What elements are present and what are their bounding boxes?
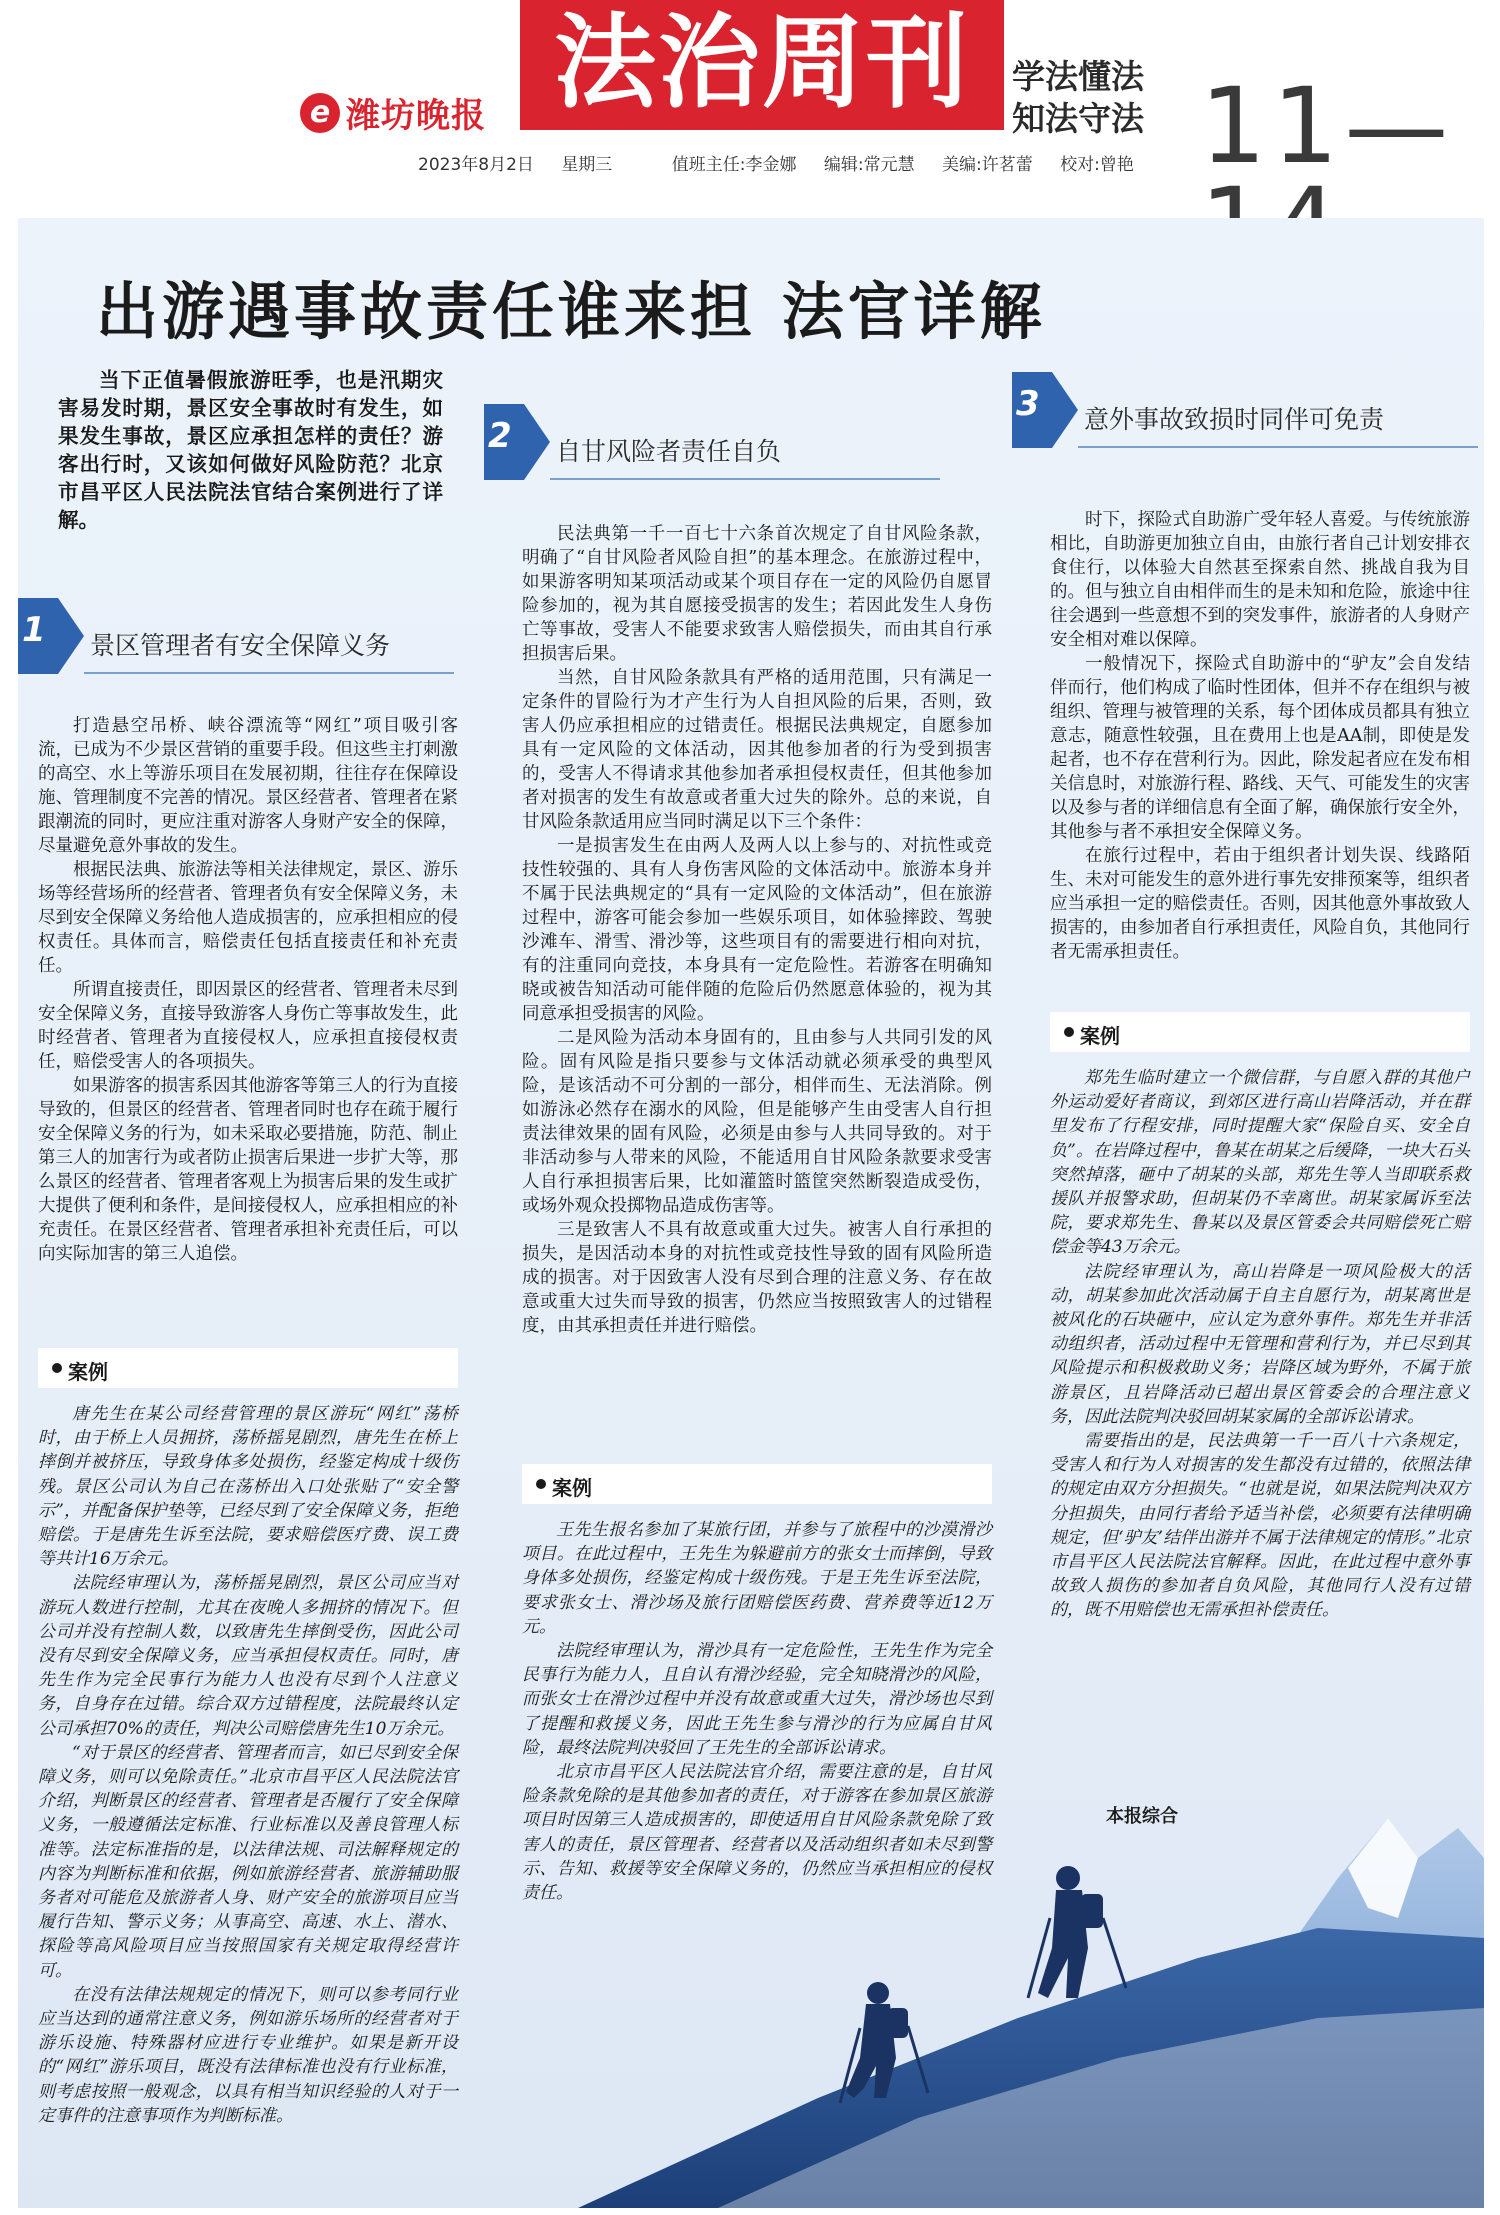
section-1-paragraph: 所谓直接责任，即因景区的经营者、管理者未尽到安全保障义务，直接导致游客人身伤亡等事故发生，此时经营者、管理者为直接侵权人，应承担直接侵权责任，赔偿受害人的各项损失。 xyxy=(38,980,458,1072)
section-2-paragraph: 民法典第一千一百七十六条首次规定了自甘风险条款，明确了“自甘风险者风险自担”的基本理念。在旅游过程中，如果游客明知某项活动或某个项目存在一定的风险仍自愿冒险参加的，视为其自愿接受损害的发生；若因此发生人身伤亡等事故，受害人不能要求致害人赔偿损失，而由其自行承担损害后果。 xyxy=(522,524,992,664)
section-2-title: 自甘风险者责任自负 xyxy=(556,437,782,466)
article-area xyxy=(18,218,1484,2208)
newspaper-logo-icon: e xyxy=(300,93,340,133)
dateline xyxy=(418,150,1156,175)
section-3-paragraph: 时下，探险式自助游广受年轻人喜爱。与传统旅游相比，自助游更加独立自由，由旅行者自己计划安排衣食住行，以体验大自然甚至探索自然、挑战自我为目的。但与独立自由相伴而生的是未知和危险，旅途中往往会遇到一些意想不到的突发事件，旅游者的人身财产安全相对难以保障。 xyxy=(1050,510,1470,650)
section-1-body xyxy=(38,714,458,1266)
section-3-header xyxy=(1012,372,1484,448)
case-label: 案例 xyxy=(68,1360,108,1384)
section-2-paragraph: 三是致害人不具有故意或重大过失。被害人自行承担的损失，是因活动本身的对抗性或竞技性导致的固有风险所造成的损害。对于因致害人没有尽到合理的注意义务、存在故意或重大过失而导致的损害，仍然应当按照致害人的过错程度，由其承担责任并进行赔偿。 xyxy=(522,1220,992,1336)
art-editor: 美编:许茗蕾 xyxy=(942,155,1033,175)
section-2-case-body xyxy=(522,1518,992,1905)
section-1-case-header xyxy=(38,1348,458,1388)
section-3-paragraph: 在旅行过程中，若由于组织者计划失误、线路陌生、未对可能发生的意外进行事先安排预案等，组织者应当承担一定的赔偿责任。否则，因其他意外事故致人损害的，由参加者自行承担责任，风险自负，其他同行者无需承担责任。 xyxy=(1050,846,1470,962)
slogan-line-2: 知法守法 xyxy=(1012,99,1144,138)
editor: 编辑:常元慧 xyxy=(823,155,915,175)
case-paragraph: 法院经审理认为，荡桥摇晃剧烈，景区公司应当对游玩人数进行控制，尤其在夜晚人多拥挤的情况下。但公司并没有控制人数，以致唐先生摔倒受伤，因此公司没有尽到安全保障义务，应当承担侵权责任。同时，唐先生作为完全民事行为能力人也没有尽到个人注意义务，自身存在过错。综合双方过错程度，法院最终认定公司承担70%的责任，判决公司赔偿唐先生10万余元。 xyxy=(38,1573,458,1739)
case-paragraph: 唐先生在某公司经营管理的景区游玩“网红”荡桥时，由于桥上人员拥挤，荡桥摇晃剧烈，唐先生在桥上摔倒并被挤压，导致身体多处损伤，经鉴定构成十级伤残。景区公司认为自己在荡桥出入口处张贴了“安全警示”，并配备保护垫等，已经尽到了安全保障义务，拒绝赔偿。于是唐先生诉至法院，要求赔偿医疗费、误工费等共计16万余元。 xyxy=(38,1404,458,1570)
section-3-case-body xyxy=(1050,1066,1470,1623)
editor-on-duty: 值班主任:李金娜 xyxy=(671,155,797,175)
section-1-number: 1 xyxy=(22,610,46,650)
supplement-title: 法治周刊 xyxy=(554,4,970,123)
case-paragraph: “对于景区的经营者、管理者而言，如已尽到安全保障义务，则可以免除责任。”北京市昌平区人民法院法官介绍，判断景区的经营者、管理者是否履行了安全保障义务，一般遵循法定标准、行业标准以及善良管理人标准等。法定标准指的是，以法律法规、司法解释规定的内容为判断标准和依据，例如旅游经营者、旅游辅助服务者对可能危及旅游者人身、财产安全的旅游项目应当履行告知、警示义务；从事高空、高速、水上、潜水、探险等高风险项目应当按照国家有关规定取得经营许可。 xyxy=(38,1742,458,1981)
bullet-icon xyxy=(52,1363,62,1373)
case-paragraph: 北京市昌平区人民法院法官介绍，需要注意的是，自甘风险条款免除的是其他参加者的责任，对于游客在参加景区旅游项目时因第三人造成损害的，即使适用自甘风险条款免除了致害人的责任，景区管理者、经营者以及活动组织者如未尽到警示、告知、救援等安全保障义务的，仍然应当承担相应的侵权责任。 xyxy=(522,1762,992,1904)
section-3-body xyxy=(1050,508,1470,964)
slogan xyxy=(1012,56,1144,140)
case-label: 案例 xyxy=(552,1476,592,1500)
section-divider xyxy=(84,672,454,674)
section-divider xyxy=(1078,446,1478,448)
section-divider xyxy=(550,478,940,480)
case-label: 案例 xyxy=(1080,1024,1120,1048)
section-2-number: 2 xyxy=(488,416,512,456)
issue-weekday: 星期三 xyxy=(561,155,613,175)
bullet-icon xyxy=(1064,1027,1074,1037)
section-1-paragraph: 根据民法典、旅游法等相关法律规定，景区、游乐场等经营场所的经营者、管理者负有安全保障义务，未尽到安全保障义务给他人造成损害的，应承担相应的侵权责任。具体而言，赔偿责任包括直接责任和补充责任。 xyxy=(38,860,458,976)
section-3-paragraph: 一般情况下，探险式自助游中的“驴友”会自发结伴而行，他们构成了临时性团体，但并不存在组织与被组织、管理与被管理的关系，每个团体成员都具有独立意志，随意性较强，且在费用上也是AA制，即使是发起者，也不存在营利行为。因此，除发起者应在发布相关信息时，对旅游行程、路线、天气、可能发生的灾害以及参与者的详细信息有全面了解，确保旅行安全外，其他参与者不承担安全保障义务。 xyxy=(1050,654,1470,842)
case-paragraph: 法院经审理认为，高山岩降是一项风险极大的活动，胡某参加此次活动属于自主自愿行为，胡某离世是被风化的石块砸中，应认定为意外事件。郑先生并非活动组织者，活动过程中无管理和营利行为，并已尽到其风险提示和积极救助义务；岩降区域为野外，不属于旅游景区，且岩降活动已超出景区管委会的合理注意义务，因此法院判决驳回胡某家属的全部诉讼请求。 xyxy=(1050,1261,1470,1427)
issue-date: 2023年8月2日 xyxy=(418,155,534,175)
section-1-title: 景区管理者有安全保障义务 xyxy=(90,631,391,660)
section-3-title: 意外事故致损时同伴可免责 xyxy=(1084,405,1385,434)
section-3-case-header xyxy=(1050,1012,1470,1052)
newspaper-logo xyxy=(300,88,486,137)
case-paragraph: 在没有法律法规规定的情况下，则可以参考同行业应当达到的通常注意义务，例如游乐场所的经营者对于游乐设施、特殊器材应进行专业维护。如果是新开设的“网红”游乐项目，既没有法律标准也没有行业标准，则考虑按照一般观念，以具有相当知识经验的人对于一定事件的注意事项作为判断标准。 xyxy=(38,1984,458,2126)
section-2-paragraph: 一是损害发生在由两人及两人以上参与的、对抗性或竞技性较强的、具有人身伤害风险的文体活动中。旅游本身并不属于民法典规定的“具有一定风险的文体活动”，但在旅游过程中，游客可能会参加一些娱乐项目，如体验摔跤、驾驶沙滩车、滑雪、滑沙等，这些项目有的需要进行相向对抗，有的注重同向竞技，本身具有一定危险性。若游客在明确知晓或被告知活动可能伴随的危险后仍然愿意体验的，视为其同意承担受损害的风险。 xyxy=(522,836,992,1024)
case-paragraph: 郑先生临时建立一个微信群，与自愿入群的其他户外运动爱好者商议，到郊区进行高山岩降活动，并在群里发布了行程安排，同时提醒大家“保险自买、安全自负”。在岩降过程中，鲁某在胡某之后缓降，一块大石头突然掉落，砸中了胡某的头部，郑先生等人当即联系救援队并报警求助，但胡某仍不幸离世。胡某家属诉至法院，要求郑先生、鲁某以及景区管委会共同赔偿死亡赔偿金等43万余元。 xyxy=(1050,1068,1470,1258)
page-title: 出游遇事故责任谁来担 法官详解 xyxy=(96,275,1046,348)
case-paragraph: 需要指出的是，民法典第一千一百八十六条规定，受害人和行为人对损害的发生都没有过错的，依照法律的规定由双方分担损失。“也就是说，如果法院判决双方分担损失，由同行者给予适当补偿，必须要有法律明确规定，但‘驴友’结伴出游并不属于法律规定的情形。”北京市昌平区人民法院法官解释。因此，在此过程中意外事故致人损伤的参加者自负风险，其他同行人没有过错的，既不用赔偿也无需承担补偿责任。 xyxy=(1050,1431,1470,1621)
section-1-header xyxy=(18,598,458,674)
section-2-header xyxy=(484,404,944,480)
intro-paragraph: 当下正值暑假旅游旺季，也是汛期灾害易发时期，景区安全事故时有发生，如果发生事故，景区应承担怎样的责任？游客出行时，又该如何做好风险防范？北京市昌平区人民法院法官结合案例进行了详解。 xyxy=(58,368,443,532)
section-2-paragraph: 当然，自甘风险条款具有严格的适用范围，只有满足一定条件的冒险行为才产生行为人自担风险的后果，否则，致害人仍应承担相应的过错责任。根据民法典规定，自愿参加具有一定风险的文体活动，因其他参加者的行为受到损害的，受害人不得请求其他参加者承担侵权责任，但其他参加者对损害的发生有故意或者重大过失的除外。总的来说，自甘风险条款适用应当同时满足以下三个条件： xyxy=(522,668,992,832)
slogan-line-1: 学法懂法 xyxy=(1012,57,1144,96)
proofreader: 校对:曾艳 xyxy=(1060,155,1134,175)
section-1-paragraph: 如果游客的损害系因其他游客等第三人的行为直接导致的，但景区的经营者、管理者同时也存在疏于履行安全保障义务的行为，如未采取必要措施，防范、制止第三人的加害行为或者防止损害后果进一步扩大等，那么景区的经营者、管理者客观上为损害后果的发生或扩大提供了便利和条件，是间接侵权人，应承担相应的补充责任。在景区经营者、管理者承担补充责任后，可以向实际加害的第三人追偿。 xyxy=(38,1076,458,1264)
section-3-number: 3 xyxy=(1016,384,1040,424)
masthead xyxy=(0,0,1500,187)
bullet-icon xyxy=(536,1479,546,1489)
case-paragraph: 王先生报名参加了某旅行团，并参与了旅程中的沙漠滑沙项目。在此过程中，王先生为躲避前方的张女士而摔倒，导致身体多处损伤，经鉴定构成十级伤残。于是王先生诉至法院，要求张女士、滑沙场及旅行团赔偿医药费、营养费等近12万元。 xyxy=(522,1520,992,1637)
section-1-paragraph: 打造悬空吊桥、峡谷漂流等“网红”项目吸引客流，已成为不少景区营销的重要手段。但这些主打刺激的高空、水上等游乐项目在发展初期，往往存在保障设施、管理制度不完善的情况。景区经营者、管理者在紧跟潮流的同时，更应注重对游客人身财产安全的保障，尽量避免意外事故的发生。 xyxy=(38,716,458,856)
section-2-paragraph: 二是风险为活动本身固有的，且由参与人共同引发的风险。固有风险是指只要参与文体活动就必须承受的典型风险，是该活动不可分割的一部分，相伴而生、无法消除。例如游泳必然存在溺水的风险，但是能够产生由受害人自行担责法律效果的固有风险，必须是由参与人共同导致的。对于非活动参与人带来的风险，不能适用自甘风险条款要求受害人自行承担损害后果，比如灌篮时篮筐突然断裂造成受伤，或场外观众投掷物品造成伤害等。 xyxy=(522,1028,992,1216)
section-2-body xyxy=(522,522,992,1338)
section-2-case-header xyxy=(522,1464,992,1504)
case-paragraph: 法院经审理认为，滑沙具有一定危险性，王先生作为完全民事行为能力人，且自认有滑沙经验，完全知晓滑沙的风险，而张女士在滑沙过程中并没有故意或重大过失，滑沙场也尽到了提醒和救援义务，因此王先生参与滑沙的行为应属自甘风险，最终法院判决驳回了王先生的全部诉讼请求。 xyxy=(522,1641,992,1758)
byline: 本报综合 xyxy=(1106,1806,1178,1827)
page-range: 11— xyxy=(1200,65,1455,187)
newspaper-name: 潍坊晚报 xyxy=(346,96,486,136)
supplement-title-box xyxy=(520,0,1004,130)
section-1-case-body xyxy=(38,1402,458,2128)
